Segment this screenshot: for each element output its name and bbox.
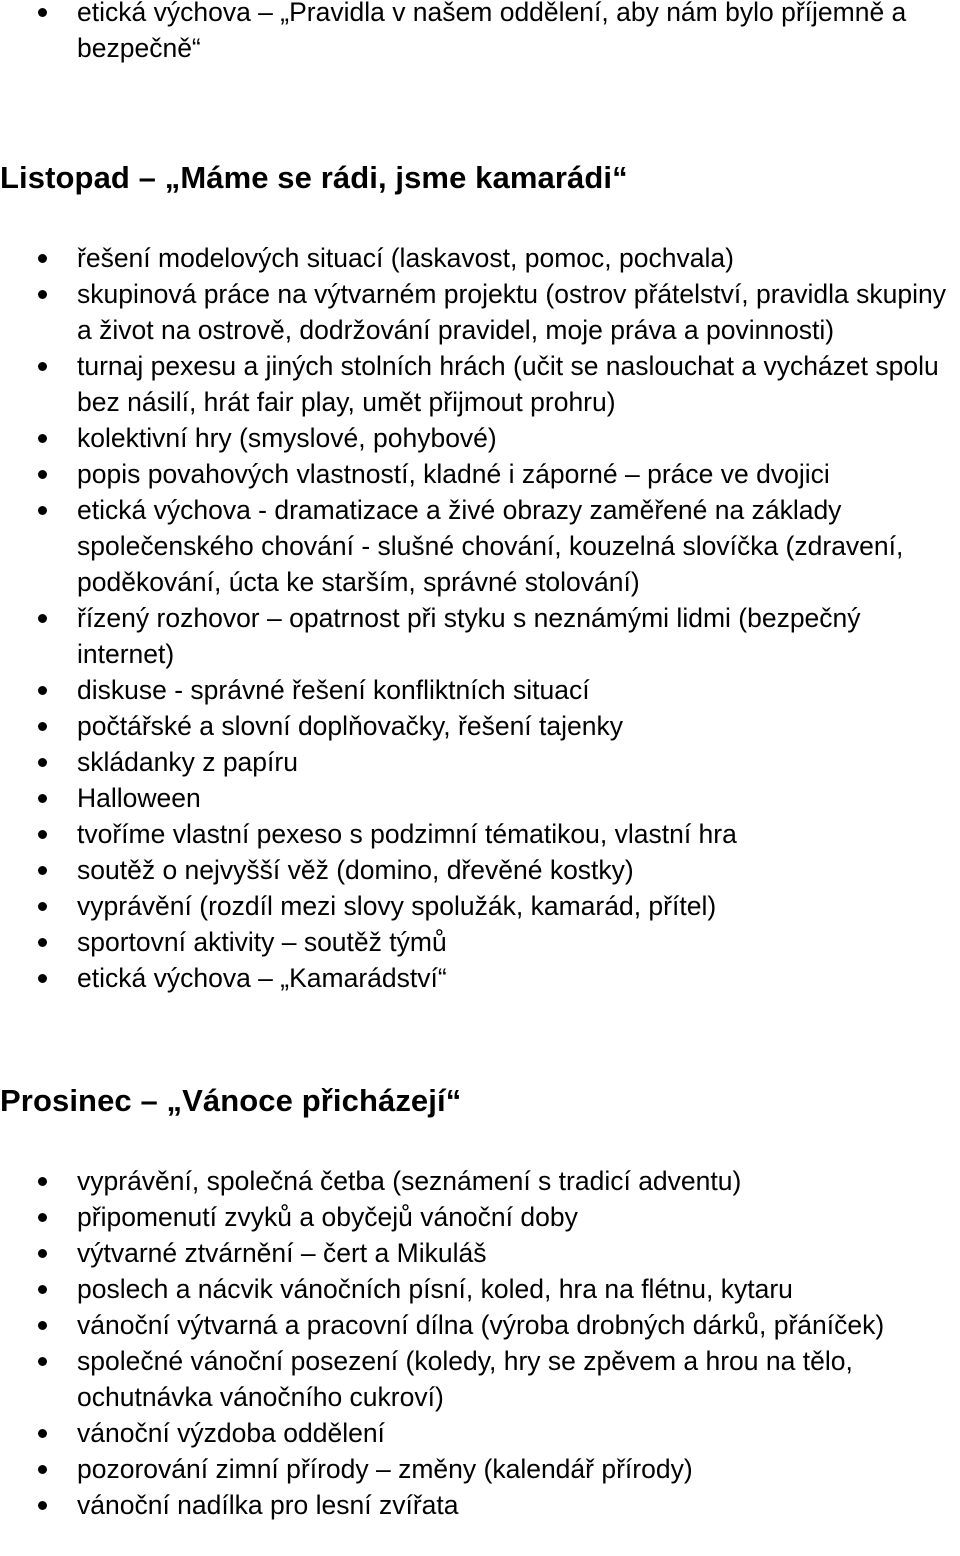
list-item: kolektivní hry (smyslové, pohybové) xyxy=(0,420,960,456)
list-item: sportovní aktivity – soutěž týmů xyxy=(0,924,960,960)
list-item: skupinová práce na výtvarném projektu (ostrov přátelství, pravidla skupiny a život na ostrově, dodržování pravidel, moje práva a povinnosti) xyxy=(0,276,960,348)
prosinec-bullet-list xyxy=(0,1163,960,1523)
list-item: poslech a nácvik vánočních písní, koled, hra na flétnu, kytaru xyxy=(0,1271,960,1307)
list-item: etická výchova - dramatizace a živé obrazy zaměřené na základy společenského chování - slušné chování, kouzelná slovíčka (zdravení, poděkování, úcta ke starším, správné stolování) xyxy=(0,492,960,600)
list-item: vyprávění (rozdíl mezi slovy spolužák, kamarád, přítel) xyxy=(0,888,960,924)
section-title-listopad: Listopad – „Máme se rádi, jsme kamarádi“ xyxy=(0,160,628,195)
list-item: řízený rozhovor – opatrnost při styku s neznámými lidmi (bezpečný internet) xyxy=(0,600,960,672)
list-item: diskuse - správné řešení konfliktních situací xyxy=(0,672,960,708)
top-bullet-list xyxy=(0,0,960,66)
listopad-bullet-list xyxy=(0,240,960,996)
list-item: vyprávění, společná četba (seznámení s tradicí adventu) xyxy=(0,1163,960,1199)
list-item: etická výchova – „Kamarádství“ xyxy=(0,960,960,996)
list-item: soutěž o nejvyšší věž (domino, dřevěné kostky) xyxy=(0,852,960,888)
list-item: popis povahových vlastností, kladné i záporné – práce ve dvojici xyxy=(0,456,960,492)
list-item: společné vánoční posezení (koledy, hry se zpěvem a hrou na tělo, ochutnávka vánočního cukroví) xyxy=(0,1343,960,1415)
list-item: skládanky z papíru xyxy=(0,744,960,780)
list-item: Halloween xyxy=(0,780,960,816)
list-item: pozorování zimní přírody – změny (kalendář přírody) xyxy=(0,1451,960,1487)
list-item: turnaj pexesu a jiných stolních hrách (učit se naslouchat a vycházet spolu bez násilí, hrát fair play, umět přijmout prohru) xyxy=(0,348,960,420)
list-item: etická výchova – „Pravidla v našem oddělení, aby nám bylo příjemně a bezpečně“ xyxy=(0,0,960,66)
list-item: vánoční nadílka pro lesní zvířata xyxy=(0,1487,960,1523)
list-item: vánoční výzdoba oddělení xyxy=(0,1415,960,1451)
list-item: vánoční výtvarná a pracovní dílna (výroba drobných dárků, přáníček) xyxy=(0,1307,960,1343)
list-item: počtářské a slovní doplňovačky, řešení tajenky xyxy=(0,708,960,744)
list-item: výtvarné ztvárnění – čert a Mikuláš xyxy=(0,1235,960,1271)
list-item: tvoříme vlastní pexeso s podzimní tématikou, vlastní hra xyxy=(0,816,960,852)
section-title-prosinec: Prosinec – „Vánoce přicházejí“ xyxy=(0,1083,462,1118)
list-item: připomenutí zvyků a obyčejů vánoční doby xyxy=(0,1199,960,1235)
list-item: řešení modelových situací (laskavost, pomoc, pochvala) xyxy=(0,240,960,276)
